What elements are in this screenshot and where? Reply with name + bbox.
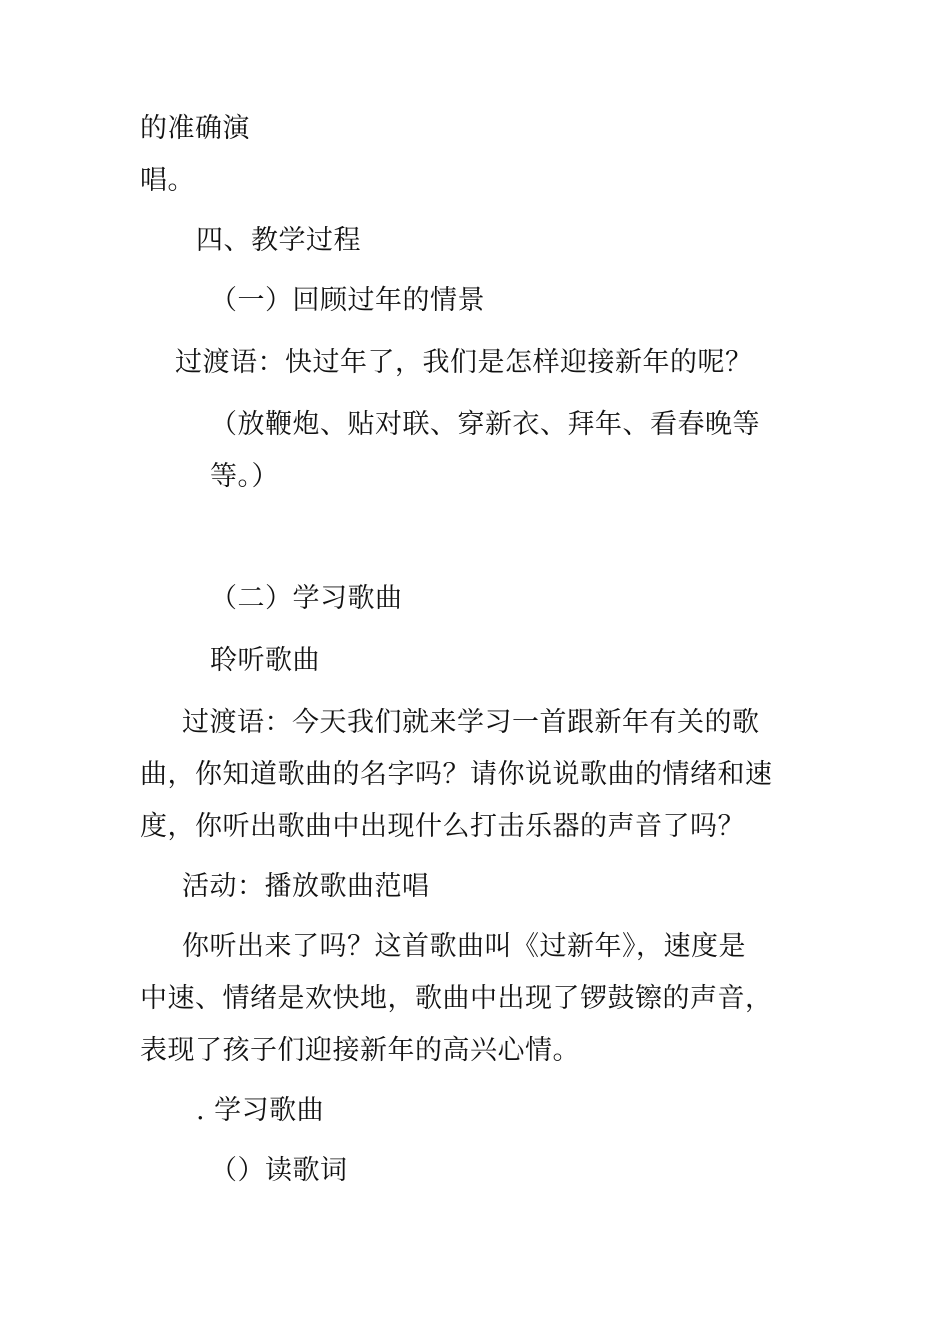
- text-line-11: 曲，你知道歌曲的名字吗？请你说说歌曲的情绪和速: [140, 759, 773, 790]
- text-line-13: 活动：播放歌曲范唱: [182, 871, 430, 902]
- text-line-18: （）读歌词: [210, 1155, 348, 1186]
- text-line-17: . 学习歌曲: [196, 1095, 325, 1126]
- text-line-5: 过渡语：快过年了，我们是怎样迎接新年的呢？: [175, 347, 753, 378]
- text-line-7: 等。）: [210, 461, 279, 492]
- subsection-heading-2: （二）学习歌曲: [210, 583, 403, 614]
- text-line-2: 唱。: [140, 165, 195, 196]
- text-line-10: 过渡语：今天我们就来学习一首跟新年有关的歌: [182, 707, 760, 738]
- text-line-16: 表现了孩子们迎接新年的高兴心情。: [140, 1035, 580, 1066]
- text-line-14: 你听出来了吗？这首歌曲叫《过新年》，速度是: [182, 931, 746, 962]
- subsection-heading-1: （一）回顾过年的情景: [210, 285, 485, 316]
- section-heading: 四、教学过程: [196, 225, 361, 256]
- text-line-12: 度，你听出歌曲中出现什么打击乐器的声音了吗？: [140, 811, 745, 842]
- text-line-1: 的准确演: [140, 113, 250, 144]
- text-line-9: 聆听歌曲: [210, 645, 320, 676]
- text-line-6: （放鞭炮、贴对联、穿新衣、拜年、看春晚等: [210, 409, 760, 440]
- text-line-15: 中速、情绪是欢快地，歌曲中出现了锣鼓镲的声音，: [140, 983, 773, 1014]
